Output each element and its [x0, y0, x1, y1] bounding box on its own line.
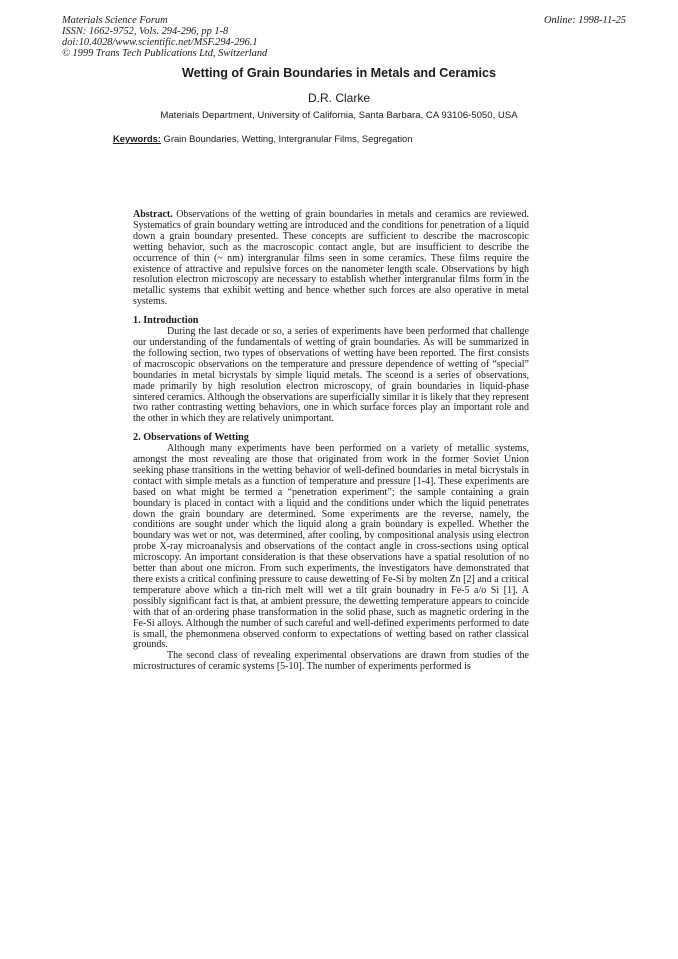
paper-body [133, 210, 529, 673]
observations-paragraph-1: Although many experiments have been performed on a variety of metallic systems, amongst the most revealing are those that originated from work in the former Soviet Union seeking phase transitions in the wetting behavior of well-defined boundaries in metal bicrystals in contact with simple metals as a function of temperature and pressure [1-4]. These experiments are based on what might be termed a “penetration experiment”; the sample containing a grain boundary is placed in contact with a liquid and the conditions under which the liquid penetrates down the grain boundary are determined. Some experiments are the reverse, namely, the conditions are sought under which the liquid along a grain boundary is expelled. Whether the boundary was wet or not, was determined, after cooling, by compositional analysis using electron probe X-ray microanalysis and observations of the contact angle in cross-sections using optical microscopy. An important consideration is that these observations have a spatial resolution of no better than about one micron. From such experiments, the investigators have demonstrated that there exists a critical confining pressure to cause dewetting of Fe-Si by molten Zn [2] and a critical temperature above which a tin-rich melt will wet a tilt grain bounadry in Fe-5 a/o Si [1]. A possibly significant fact is that, at ambient pressure, the dewetting temperature appears to coincide with that of an ordering phase transformation in the solid phase, such as magnetic ordering in the Fe-Si alloys. Although the number of such careful and well-defined experiments performed to date is small, the phemonmena observed conform to expectations of wetting based on rather classical grounds. [133, 443, 529, 651]
online-date: Online: 1998-11-25 [543, 15, 626, 26]
intro-paragraph: During the last decade or so, a series of experiments have been performed that challenge our understanding of the fundamentals of wetting of grain boundaries. As will be summarized in the following section, two types of observations of wetting have been reported. The first consists of macroscopic observations on the temperature and pressure dependence of wetting of “special” boundaries in metal bicrystals by simple liquid metals. The sceond is a series of observations, made primarily by high resolution electron microscopy, of grain boundaries in liquid-phase sintered ceramics. Although the observations are superficially similar it is likely that they represent two rather contrasting wetting behaviors, one in which surface forces play an important role and the other in which they are relatively unimportant. [133, 326, 529, 425]
copyright-line: © 1999 Trans Tech Publications Ltd, Switzerland [62, 48, 268, 59]
abstract-label: Abstract. [133, 209, 173, 220]
keywords-line [113, 133, 412, 144]
doi-link[interactable]: doi:10.4028/www.scientific.net/MSF.294-296.1 [62, 37, 258, 48]
issn-line: ISSN: 1662-9752, Vols. 294-296, pp 1-8 [62, 26, 229, 37]
section-heading-observations: 2. Observations of Wetting [133, 432, 249, 444]
paper-title: Wetting of Grain Boundaries in Metals and Ceramics [182, 66, 496, 80]
observations-paragraph-2: The second class of revealing experimental observations are drawn from studies of the microstructures of ceramic systems [5-10]. The number of experiments performed is [133, 650, 529, 673]
abstract [133, 210, 529, 308]
paper-author: D.R. Clarke [307, 91, 370, 105]
author-affiliation: Materials Department, University of California, Santa Barbara, CA 93106-5050, USA [160, 110, 518, 121]
keywords-list: Grain Boundaries, Wetting, Intergranular Films, Segregation [163, 133, 413, 144]
keywords-label: Keywords: [113, 133, 161, 144]
journal-name: Materials Science Forum [62, 15, 168, 26]
journal-header [62, 15, 267, 59]
abstract-text: Observations of the wetting of grain boundaries in metals and ceramics are reviewed. Systematics of grain boundary wetting are introduced and the conditions for penetration of a liquid down a grain boundary presented. These concepts are sufficient to describe the macroscopic wetting behavior, such as the macroscopic contact angle, but are insufficient to describe the occurrence of thin (~ nm) intergranular films seen in some ceramics. These films require the existence of attractive and repulsive forces on the nanometer length scale. Observations by high resolution electron microscopy are necessary to establish whether intergranular films form in the metallic systems that exhibit wetting and hence whether such forces are also operative in metal systems. [133, 209, 529, 308]
section-heading-introduction: 1. Introduction [133, 315, 199, 327]
